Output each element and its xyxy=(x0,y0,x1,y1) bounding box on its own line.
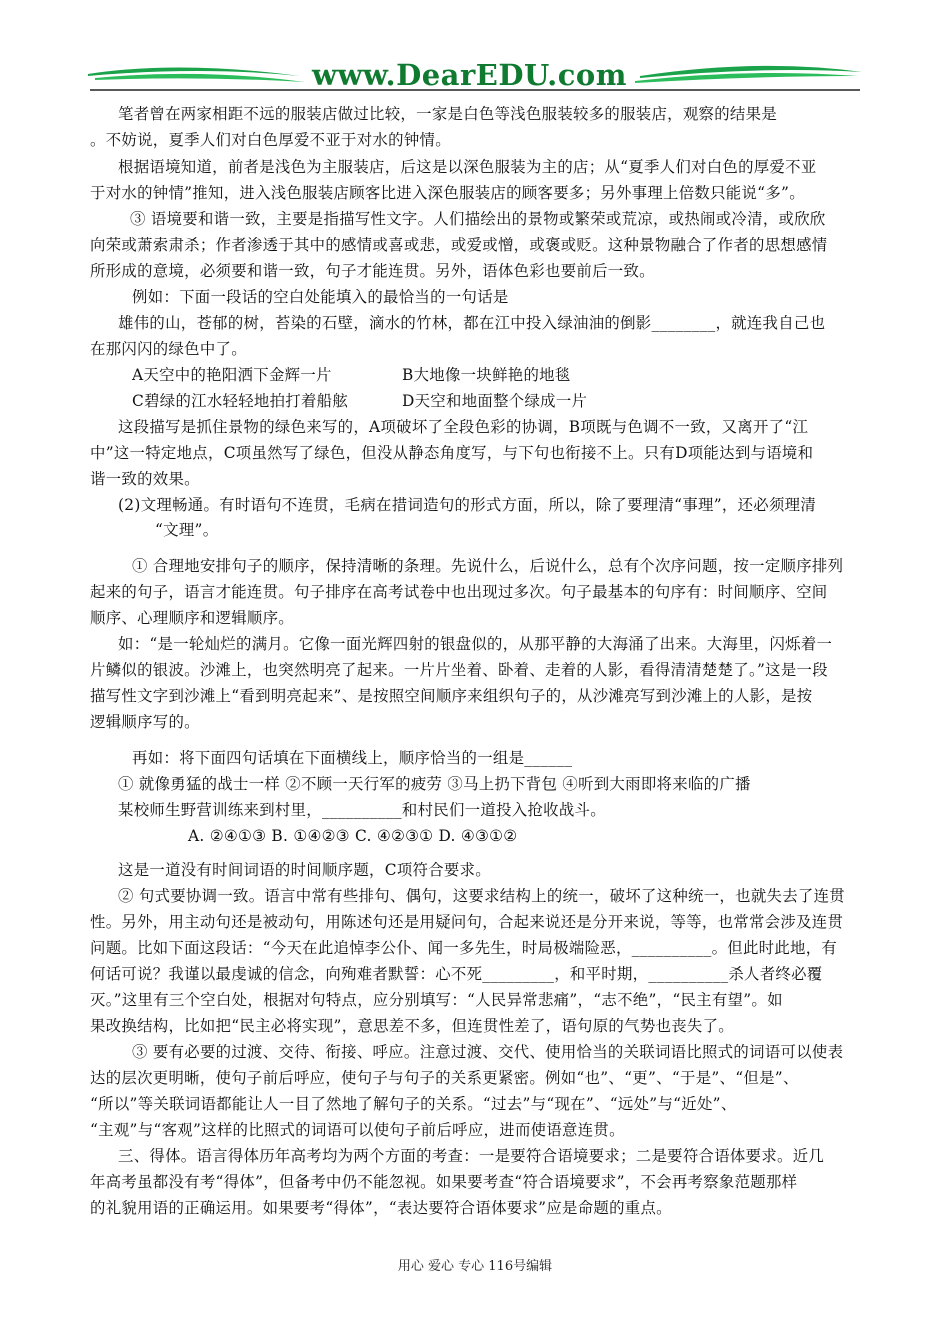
text-line: 片鳞似的银波。沙滩上，也突然明亮了起来。一片片坐着、卧着、走着的人影，看得清清楚楚了。”这是一段 xyxy=(90,661,828,679)
text-line: 雄伟的山，苍郁的树，苔染的石壁，滴水的竹林，都在江中投入绿油油的倒影________，就连我自己也 xyxy=(118,314,826,332)
text-line: ① 合理地安排句子的顺序，保持清晰的条理。先说什么，后说什么，总有个次序问题，按一定顺序排列 xyxy=(132,557,844,575)
text-line: 描写性文字到沙滩上“看到明亮起来”、是按照空间顺序来组织句子的，从沙滩亮写到沙滩上的人影，是按 xyxy=(90,687,813,705)
text-line: 再如：将下面四句话填在下面横线上，顺序恰当的一组是______ xyxy=(132,749,573,767)
site-header xyxy=(0,52,950,102)
text-line: 某校师生野营训练来到村里，__________和村民们一道投入抢收战斗。 xyxy=(118,801,606,819)
text-line: 顺序、心理顺序和逻辑顺序。 xyxy=(90,609,294,627)
text-line: ① 就像勇猛的战士一样 ②不顾一天行军的疲劳 ③马上扔下背包 ④听到大雨即将来临的广播 xyxy=(118,775,751,793)
text-line: 逻辑顺序写的。 xyxy=(90,713,200,731)
text-line: “文理”。 xyxy=(155,521,219,539)
option-d: D天空和地面整个绿成一片 xyxy=(402,392,588,410)
text-line: 例如：下面一段话的空白处能填入的最恰当的一句话是 xyxy=(132,288,509,306)
text-line: ③ 要有必要的过渡、交待、衔接、呼应。注意过渡、交代、使用恰当的关联词语比照式的词语可以使表 xyxy=(132,1043,844,1061)
text-line: 起来的句子，语言才能连贯。句子排序在高考试卷中也出现过多次。句子最基本的句序有：时间顺序、空间 xyxy=(90,583,828,601)
text-line: 向荣或萧索肃杀；作者渗透于其中的感情或喜或悲，或爱或憎，或褒或贬。这种景物融合了作者的思想感情 xyxy=(90,236,828,254)
text-line: 中”这一特定地点，C项虽然写了绿色，但没从静态角度写，与下句也衔接不上。只有D项能达到与语境和 xyxy=(90,444,814,462)
text-line: 灭。”这里有三个空白处，根据对句特点，应分别填写：“人民异常悲痛”，“志不绝”，“民主有望”。如 xyxy=(90,991,783,1009)
option-b: B大地像一块鲜艳的地毯 xyxy=(402,366,571,384)
text-line: 根据语境知道，前者是浅色为主服装店，后这是以深色服装为主的店；从“夏季人们对白色的厚爱不亚 xyxy=(118,158,817,176)
text-line: 。不妨说，夏季人们对白色厚爱不亚于对水的钟情。 xyxy=(90,131,451,149)
page-footer: 用心 爱心 专心 116号编辑 xyxy=(397,1259,553,1274)
section-heading: (2)文理畅通。有时语句不连贯，毛病在措词造句的形式方面，所以，除了要理清“事理”，还必须理清 xyxy=(118,496,817,514)
text-line: ③ 语境要和谐一致，主要是指描写性文字。人们描绘出的景物或繁荣或荒凉，或热闹或冷清，或欣欣 xyxy=(130,210,826,228)
text-line: 的礼貌用语的正确运用。如果要考“得体”，“表达要符合语体要求”应是命题的重点。 xyxy=(90,1199,672,1217)
text-line: 年高考虽都没有考“得体”，但备考中仍不能忽视。如果要考查“符合语境要求”，不会再考察象范题那样 xyxy=(90,1173,798,1191)
text-line: 何话可说？我谨以最虔诚的信念，向殉难者默誓：心不死_________，和平时期，__________杀人者终必覆 xyxy=(90,965,823,983)
text-line: 笔者曾在两家相距不远的服装店做过比较，一家是白色等浅色服装较多的服装店，观察的结果是 xyxy=(118,105,778,123)
site-brand[interactable]: www.DearEDU.com xyxy=(312,58,627,92)
text-line: 这段描写是抓住景物的绿色来写的，A项破坏了全段色彩的协调，B项既与色调不一致，又离开了“江 xyxy=(118,418,809,436)
option-c: C碧绿的江水轻轻地拍打着船舷 xyxy=(132,392,349,410)
text-line: 谐一致的效果。 xyxy=(90,470,200,488)
answer-options: A. ②④①③ B. ①④②③ C. ④②③① D. ④③①② xyxy=(188,827,518,845)
text-line: “所以”等关联词语都能让人一目了然地了解句子的关系。“过去”与“现在”、“远处”与“近处”、 xyxy=(90,1095,737,1113)
text-line: 达的层次更明晰，使句子前后呼应，使句子与句子的关系更紧密。例如“也”、“更”、“于是”、“但是”、 xyxy=(90,1069,799,1087)
text-line: 三、得体。语言得体历年高考均为两个方面的考查：一是要符合语境要求；二是要符合语体要求。近几 xyxy=(118,1147,825,1165)
text-line: 果改换结构，比如把“民主必将实现”，意思差不多，但连贯性差了，语句原的气势也丧失了。 xyxy=(90,1017,734,1035)
text-line: 问题。比如下面这段话：“今天在此追悼李公仆、闻一多先生，时局极端险恶，__________。但此时此地，有 xyxy=(90,939,838,957)
text-line: 于对水的钟情”推知，进入浅色服装店顾客比进入深色服装店的顾客要多；另外事理上倍数只能说“多”。 xyxy=(90,184,805,202)
text-line: 在那闪闪的绿色中了。 xyxy=(90,340,247,358)
text-line: 性。另外，用主动句还是被动句，用陈述句还是用疑问句，合起来说还是分开来说，等等，也常常会涉及连贯 xyxy=(90,913,844,931)
text-line: “主观”与“客观”这样的比照式的词语可以使句子前后呼应，进而使语意连贯。 xyxy=(90,1121,625,1139)
text-line: 所形成的意境，必须要和谐一致，句子才能连贯。另外，语体色彩也要前后一致。 xyxy=(90,262,655,280)
option-a: A天空中的艳阳洒下金辉一片 xyxy=(132,366,332,384)
text-line: 这是一道没有时间词语的时间顺序题，C项符合要求。 xyxy=(118,861,491,879)
text-line: 如：“是一轮灿烂的满月。它像一面光辉四射的银盘似的，从那平静的大海涌了出来。大海里，闪烁着一 xyxy=(118,635,833,653)
text-line: ② 句式要协调一致。语言中常有些排句、偶句，这要求结构上的统一，破坏了这种统一，也就失去了连贯 xyxy=(118,887,845,905)
